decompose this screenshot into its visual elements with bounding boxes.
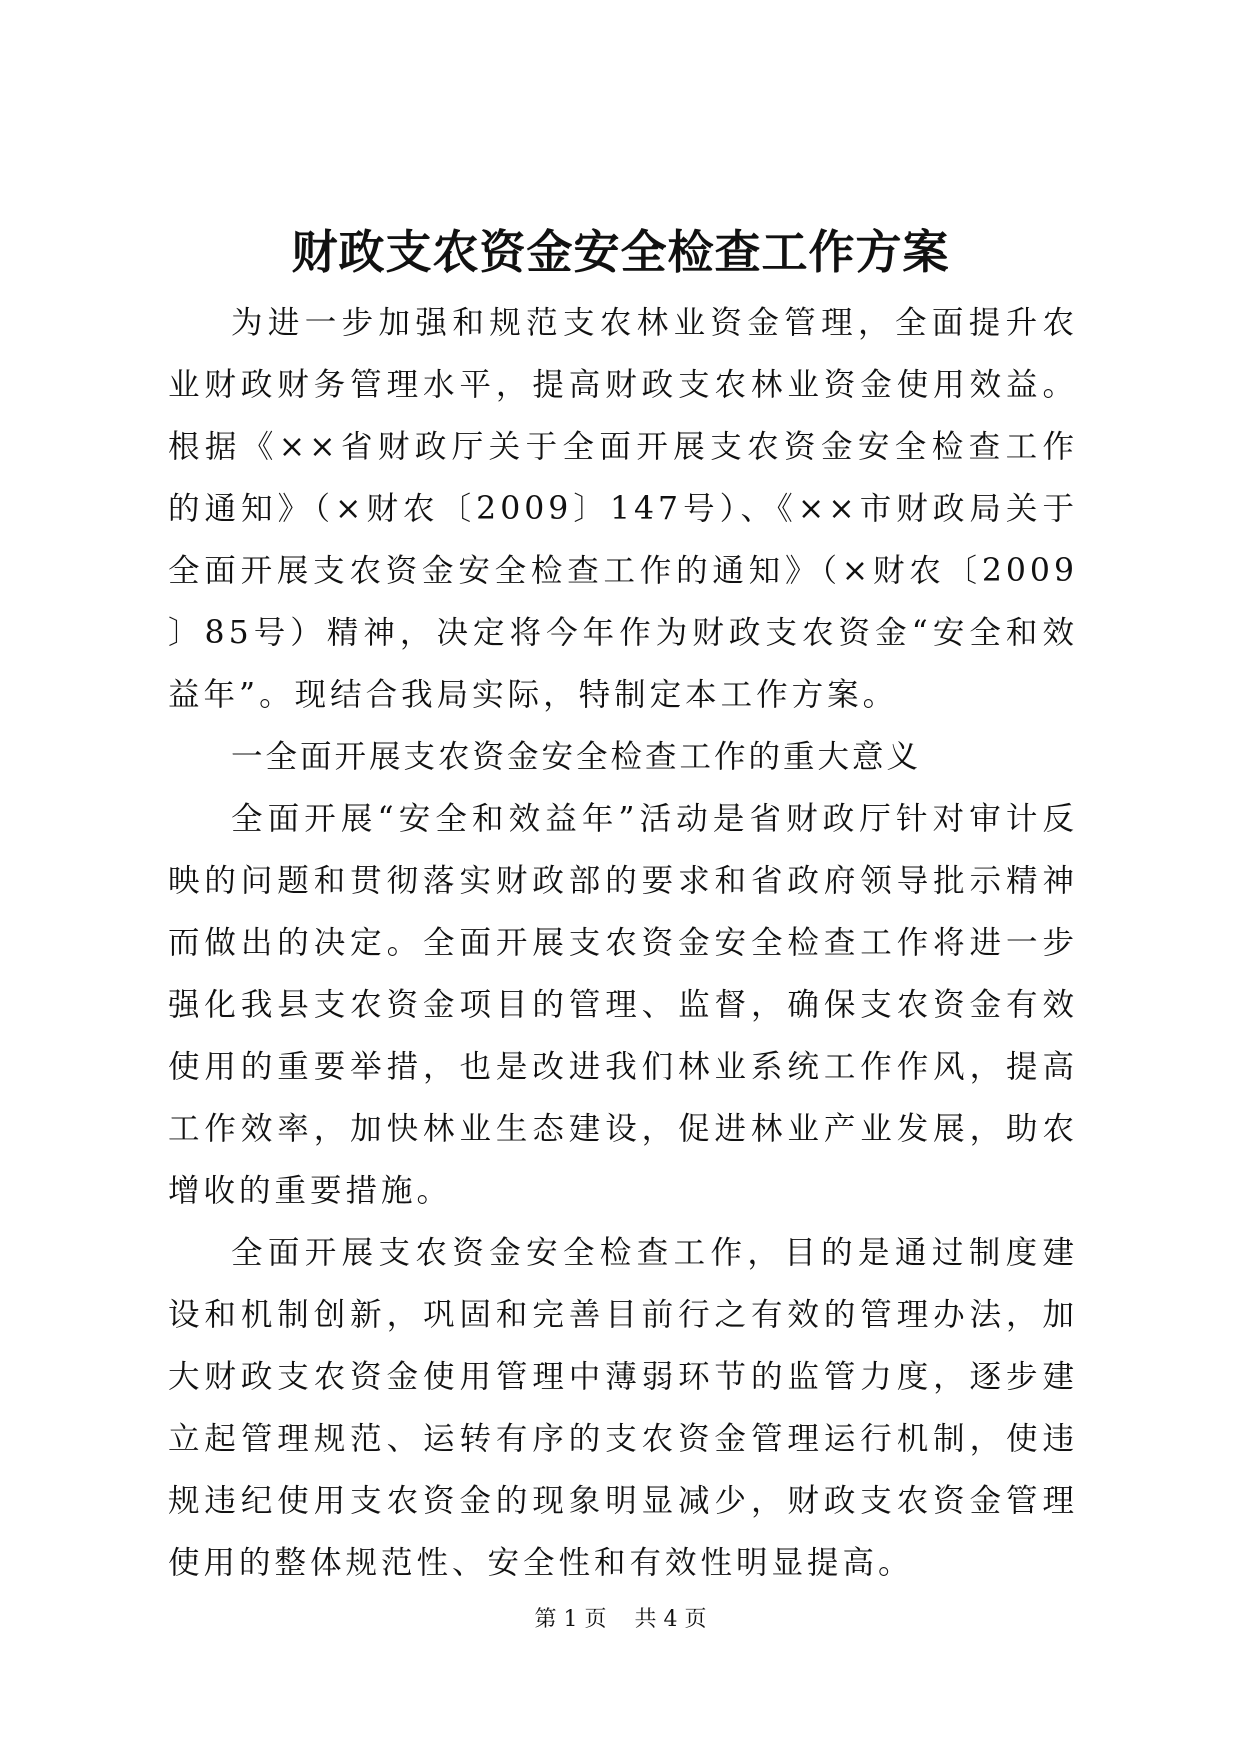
- section-heading-1: 一全面开展支农资金安全检查工作的重大意义: [231, 739, 922, 775]
- document-title: 财政支农资金安全检查工作方案: [291, 225, 950, 279]
- document-body: [168, 292, 1078, 1594]
- page-footer: [0, 1605, 1241, 1635]
- page-total: 共 4 页: [634, 1607, 707, 1632]
- page-number: 第 1 页: [534, 1607, 607, 1632]
- objective-paragraph: 全面开展支农资金安全检查工作，目的是通过制度建设和机制创新，巩固和完善目前行之有效的管理办法，加大财政支农资金使用管理中薄弱环节的监管力度，逐步建立起管理规范、运转有序的支农资金管理运行机制，使违规违纪使用支农资金的现象明显减少，财政支农资金管理使用的整体规范性、安全性和有效性明显提高。: [168, 1235, 1078, 1581]
- intro-paragraph: 为进一步加强和规范支农林业资金管理，全面提升农业财政财务管理水平，提高财政支农林业资金使用效益。根据《××省财政厅关于全面开展支农资金安全检查工作的通知》（×财农〔2009〕147号）、《××市财政局关于全面开展支农资金安全检查工作的通知》（×财农〔2009〕85号）精神，决定将今年作为财政支农资金“安全和效益年”。现结合我局实际，特制定本工作方案。: [168, 305, 1078, 713]
- significance-paragraph: 全面开展“安全和效益年”活动是省财政厅针对审计反映的问题和贯彻落实财政部的要求和省政府领导批示精神而做出的决定。全面开展支农资金安全检查工作将进一步强化我县支农资金项目的管理、监督，确保支农资金有效使用的重要举措，也是改进我们林业系统工作作风，提高工作效率，加快林业生态建设，促进林业产业发展，助农增收的重要措施。: [168, 801, 1078, 1209]
